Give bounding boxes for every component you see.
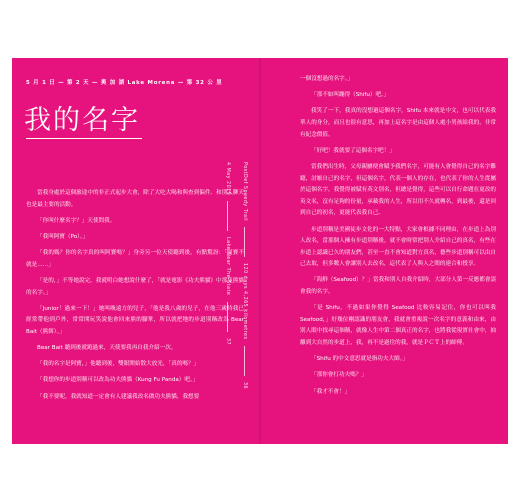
right-page bbox=[260, 58, 508, 444]
paragraph: 「我才不會！」 bbox=[311, 388, 351, 395]
left-body-text bbox=[26, 188, 244, 408]
paragraph: 「Shifu 的中文意思就是指功夫大師。」 bbox=[311, 356, 409, 363]
paragraph: 我笑了一下，我真的沒想過這個名字，Shifu 本來就是中文，也可以代表我華人的身分，而且也很有意思，再加上這名字是由這個人處小男孩給我的，非常有紀念價值。 bbox=[300, 108, 496, 138]
paragraph: 「好吧！我就要了這個名字吧！」 bbox=[311, 147, 395, 154]
page-number: 36 bbox=[242, 381, 247, 389]
page-number: 37 bbox=[225, 337, 230, 345]
paragraph: 「我的媽？你的名字真的叫阿寶嗎？」身旁另一位天使聽到後，有點驚訝：「阿寶不就是……」 bbox=[26, 250, 244, 268]
margin-trail-name: PostDef Speedy Trail bbox=[242, 162, 247, 222]
paragraph: 「我想你的步道別稱可以改為功夫熊貓（Kung Fu Panda）吧。」 bbox=[37, 377, 199, 384]
running-header: 5 月 1 日 — 第 2 天 — 奧 加 湖 Lake Morena — 第 32 公 里 bbox=[26, 80, 223, 86]
paragraph: 「那不如叫蹦得（Shifu）吧。」 bbox=[311, 92, 390, 99]
paragraph: 當我們出生時，父母親屬便會賦予我們名字，可能有人會覺得自己的名字難聽，討厭自己的名字，但這個名字，代表一個人的存在，也代表了你的人生從屬於這個名字，我覺得被賦有英文別名，但總是覺得，這些可以自行命題在更改的英文名，沒有足夠的份量，承載我的人生，所以用不久就轉名，到最後，還是回到自己的初名，更能代表我自己。 bbox=[300, 163, 496, 217]
right-body-text bbox=[300, 74, 496, 403]
margin-date: 4 May 2019 bbox=[225, 162, 230, 196]
paragraph: 步道別稱是美國徒步文化的一大特點，大家會根據不同理由，在步道上為別人改名，當那個人擁有步道別稱後，就不會時常把別人介紹自己的真名，有些在步道上認識已久的朋友們，甚至一直不會知道對方真名，藝些步道別稱可以由自己去取，但多數人會讓別人去改名，這代表了人與人之間的連合和授享。 bbox=[300, 226, 496, 268]
paragraph: 「我的名字是阿寶，」他聽到後，雙眼開始散大放光，「真的嗎？」 bbox=[37, 361, 200, 368]
title-underline bbox=[26, 138, 142, 139]
paragraph: 「那你會打功夫嗎？」 bbox=[311, 372, 367, 379]
chapter-title: 我的名字 bbox=[24, 105, 140, 136]
left-page bbox=[12, 58, 260, 444]
paragraph: 「是的，」不等她說完，我就明白她想說什麼了，「就是電影《功夫熊貓》中那隻熊貓的名字。」 bbox=[26, 277, 244, 296]
paragraph: 「我不要呢，我就知道一定會有人建議我改名做功夫熊貓，我想要 bbox=[37, 393, 200, 400]
paragraph: Bear Bait 聽到後就跑過來，天使要我再自我介紹一次。 bbox=[37, 345, 177, 352]
margin-location: Lake Near The State bbox=[225, 237, 230, 296]
paragraph: 當我身處於這個旅途中的非正式起步大會，除了大吃大喝和與查到偏件、和別人聊天也是最主要的活動。 bbox=[26, 190, 244, 208]
paragraph: 「我叫阿寶（Po）。」 bbox=[37, 233, 89, 240]
paragraph: 「Junior！過來一下！」她叫喚遠方的兒子，「他是我八歲的兒子，在他三歲時我已經常帶他到戶外，常常開玩笑說他會回來熊的腳掌，所以就把牠的步道別稱改為 Bear Bait（熊餌）。」 bbox=[26, 305, 244, 335]
paragraph: 一個沒想過的名字。」 bbox=[300, 76, 354, 82]
paragraph: 「你叫什麼名字？」天使問我。 bbox=[37, 217, 116, 224]
book-spread bbox=[12, 58, 508, 444]
paragraph: 「海鮮（Seafood）？」當我和別人自我介紹時，大部分人第一反應都會誤會我的名字。 bbox=[300, 277, 497, 296]
margin-distance: 120 days 4,265 kilometres bbox=[242, 263, 247, 340]
paragraph: 「是 Shifu，不過如果你覺得 Seafood 比較容易記住，你也可以叫我 Seafood，」好幾位剛認識的朋友會，我就會重複說一次名字的意義和由來，由別人眼中找尋這個稱，就像人生中第二個真正的名字，也將我從現實社會中，抽離到大自然的步道上，我，再不是過往的我，就是ＰＣＴ上的師傅。 bbox=[300, 305, 496, 347]
